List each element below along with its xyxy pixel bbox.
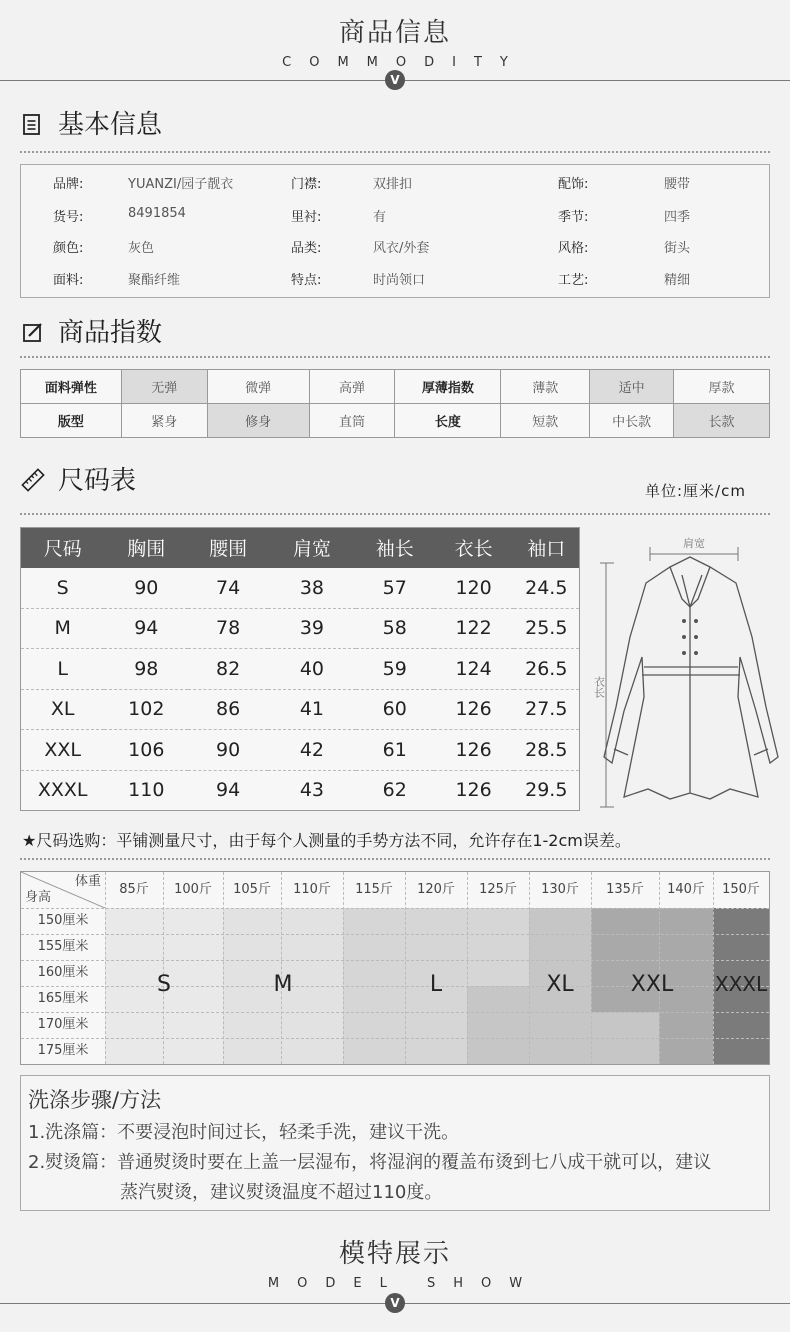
size-cell: 38 xyxy=(268,568,356,609)
dotted-divider xyxy=(20,356,770,358)
grid-line xyxy=(405,872,406,1064)
product-index-title: 商品指数 xyxy=(58,318,163,348)
column-header: 腰围 xyxy=(188,528,268,568)
height-row-label: 160厘米 xyxy=(37,965,89,980)
index-option: 短款 xyxy=(501,404,590,438)
size-cell: 82 xyxy=(188,649,268,690)
size-cell: 59 xyxy=(356,649,434,690)
grid-line xyxy=(343,872,344,1064)
grid-line xyxy=(21,1012,769,1013)
index-label: 版型 xyxy=(21,404,122,438)
basic-info-heading xyxy=(20,104,162,141)
index-label: 面料弹性 xyxy=(21,370,122,404)
washing-line: 2.熨烫篇：普通熨烫时要在上盖一层湿布，将湿润的覆盖布烫到七八成干就可以，建议 xyxy=(28,1152,712,1173)
size-cell: 94 xyxy=(104,608,188,649)
size-chart-title: 尺码表 xyxy=(58,466,137,496)
coat-measurement-diagram xyxy=(590,527,790,812)
index-option-selected: 长款 xyxy=(674,404,770,438)
grid-line xyxy=(223,872,224,1064)
info-value: 腰带 xyxy=(664,177,691,192)
table-row xyxy=(21,730,580,771)
size-zone-label: XXXL xyxy=(714,972,768,996)
size-cell: 28.5 xyxy=(514,730,580,771)
table-row xyxy=(21,370,770,404)
grid-line xyxy=(467,872,468,1064)
info-value: 聚酯纤维 xyxy=(128,273,181,288)
height-row-label: 175厘米 xyxy=(37,1043,89,1058)
document-icon xyxy=(20,110,46,136)
size-cell: L xyxy=(21,649,105,690)
index-option: 中长款 xyxy=(590,404,674,438)
info-key: 风格: xyxy=(558,241,589,256)
size-cell: 126 xyxy=(434,730,514,771)
weight-header: 140斤 xyxy=(667,882,705,897)
product-index-heading xyxy=(20,312,162,349)
grid-line xyxy=(591,872,592,1064)
grid-line xyxy=(21,960,769,961)
size-zone-label: L xyxy=(429,972,443,997)
size-cell: 25.5 xyxy=(514,608,580,649)
height-label: 身高 xyxy=(25,890,52,905)
size-cell: S xyxy=(21,568,105,609)
size-cell: 110 xyxy=(104,770,188,811)
info-key: 面料: xyxy=(53,273,84,288)
washing-title: 洗涤步骤/方法 xyxy=(28,1088,162,1112)
size-cell: XXL xyxy=(21,730,105,771)
section-subtitle: COMMODITY xyxy=(282,55,526,70)
weight-header: 100斤 xyxy=(174,882,212,897)
size-zone-label: XXL xyxy=(630,972,674,997)
index-label: 长度 xyxy=(395,404,501,438)
info-key: 里衬: xyxy=(291,210,322,225)
column-header: 袖长 xyxy=(356,528,434,568)
size-cell: 58 xyxy=(356,608,434,649)
size-cell: 90 xyxy=(188,730,268,771)
size-cell: 43 xyxy=(268,770,356,811)
size-cell: 98 xyxy=(104,649,188,690)
size-cell: 102 xyxy=(104,689,188,730)
grid-line xyxy=(281,872,282,1064)
size-cell: 74 xyxy=(188,568,268,609)
grid-line xyxy=(659,872,660,1064)
shoulder-label: 肩宽 xyxy=(683,537,705,550)
size-cell: 26.5 xyxy=(514,649,580,690)
size-cell: 57 xyxy=(356,568,434,609)
column-header: 尺码 xyxy=(21,528,105,568)
info-row xyxy=(21,229,771,261)
basic-info-title: 基本信息 xyxy=(58,110,163,140)
size-cell: 39 xyxy=(268,608,356,649)
size-cell: 90 xyxy=(104,568,188,609)
size-cell: 86 xyxy=(188,689,268,730)
grid-line xyxy=(21,908,769,909)
washing-line: 1.洗涤篇：不要浸泡时间过长，轻柔手洗，建议干洗。 xyxy=(28,1122,460,1143)
weight-header: 110斤 xyxy=(293,882,331,897)
index-option-selected: 无弹 xyxy=(121,370,207,404)
section-title: 商品信息 xyxy=(338,18,451,48)
size-cell: M xyxy=(21,608,105,649)
size-note: ★尺码选购：平铺测量尺寸，由于每个人测量的手势方法不同，允许存在1-2cm误差。 xyxy=(22,831,631,850)
grid-line xyxy=(713,872,714,1064)
info-value: 风衣/外套 xyxy=(373,241,430,256)
size-zone-xl-ext xyxy=(467,986,529,1064)
size-table xyxy=(20,527,580,811)
info-value: 精细 xyxy=(664,273,691,288)
index-option: 厚款 xyxy=(674,370,770,404)
table-row xyxy=(21,404,770,438)
info-value: 四季 xyxy=(664,210,691,225)
index-option: 微弹 xyxy=(207,370,309,404)
index-option-selected: 修身 xyxy=(207,404,309,438)
product-index-table xyxy=(20,369,770,438)
height-weight-chart xyxy=(20,871,770,1065)
height-row-label: 150厘米 xyxy=(37,913,89,928)
index-option: 紧身 xyxy=(121,404,207,438)
weight-header: 120斤 xyxy=(417,882,455,897)
info-value: YUANZI/园子靓衣 xyxy=(128,177,234,192)
edit-icon xyxy=(20,318,46,344)
grid-line xyxy=(529,872,530,1064)
weight-header: 115斤 xyxy=(355,882,393,897)
info-row xyxy=(21,165,771,197)
grid-line xyxy=(163,872,164,1064)
table-row xyxy=(21,689,580,730)
weight-header: 150斤 xyxy=(722,882,760,897)
size-cell: 122 xyxy=(434,608,514,649)
info-key: 品类: xyxy=(291,241,322,256)
size-zone-label: M xyxy=(273,972,293,997)
info-key: 工艺: xyxy=(558,273,589,288)
grid-line xyxy=(21,934,769,935)
ruler-icon xyxy=(20,466,46,492)
info-value: 8491854 xyxy=(128,206,186,221)
info-value: 时尚领口 xyxy=(373,273,426,288)
info-value: 灰色 xyxy=(128,241,155,256)
index-option: 直筒 xyxy=(309,404,395,438)
info-key: 品牌: xyxy=(53,177,84,192)
weight-header: 105斤 xyxy=(233,882,271,897)
size-chart-heading xyxy=(20,460,136,497)
info-key: 颜色: xyxy=(53,241,84,256)
index-option: 薄款 xyxy=(501,370,590,404)
index-label: 厚薄指数 xyxy=(395,370,501,404)
info-key: 特点: xyxy=(291,273,322,288)
weight-header: 125斤 xyxy=(479,882,517,897)
index-option-selected: 适中 xyxy=(590,370,674,404)
dotted-divider xyxy=(20,858,770,860)
table-row xyxy=(21,649,580,690)
height-row-label: 170厘米 xyxy=(37,1017,89,1032)
index-option: 高弹 xyxy=(309,370,395,404)
size-cell: 61 xyxy=(356,730,434,771)
v-badge: V xyxy=(385,1293,405,1313)
grid-line xyxy=(21,1038,769,1039)
info-value: 有 xyxy=(373,210,387,225)
size-zone-label: XL xyxy=(546,972,574,997)
size-cell: 124 xyxy=(434,649,514,690)
height-row-label: 165厘米 xyxy=(37,991,89,1006)
weight-header: 130斤 xyxy=(541,882,579,897)
section-title: 模特展示 xyxy=(338,1239,451,1269)
table-header-row xyxy=(21,528,580,568)
size-cell: 106 xyxy=(104,730,188,771)
size-cell: 41 xyxy=(268,689,356,730)
section-header-commodity xyxy=(0,12,790,70)
table-row xyxy=(21,608,580,649)
unit-label: 单位:厘米/cm xyxy=(645,482,746,500)
grid-line xyxy=(105,872,106,1064)
section-header-model-show xyxy=(0,1233,790,1291)
table-row xyxy=(21,770,580,811)
column-header: 袖口 xyxy=(514,528,580,568)
info-row xyxy=(21,261,771,293)
size-cell: 62 xyxy=(356,770,434,811)
size-cell: XL xyxy=(21,689,105,730)
info-row xyxy=(21,198,771,230)
washing-instructions xyxy=(20,1075,770,1211)
column-header: 肩宽 xyxy=(268,528,356,568)
column-header: 胸围 xyxy=(104,528,188,568)
info-key: 季节: xyxy=(558,210,589,225)
corner-header xyxy=(21,872,105,908)
size-cell: 94 xyxy=(188,770,268,811)
size-cell: 29.5 xyxy=(514,770,580,811)
v-badge: V xyxy=(385,70,405,90)
info-value: 街头 xyxy=(664,241,691,256)
dotted-divider xyxy=(20,513,770,515)
size-cell: 24.5 xyxy=(514,568,580,609)
info-key: 配饰: xyxy=(558,177,589,192)
column-header: 衣长 xyxy=(434,528,514,568)
size-cell: XXXL xyxy=(21,770,105,811)
size-cell: 78 xyxy=(188,608,268,649)
size-cell: 126 xyxy=(434,689,514,730)
washing-line: 蒸汽熨烫，建议熨烫温度不超过110度。 xyxy=(120,1182,443,1203)
weight-label: 体重 xyxy=(74,874,101,889)
size-cell: 60 xyxy=(356,689,434,730)
section-subtitle: MODEL SHOW xyxy=(267,1276,541,1291)
info-value: 双排扣 xyxy=(373,177,413,192)
length-label: 衣长 xyxy=(592,676,606,698)
size-cell: 126 xyxy=(434,770,514,811)
size-cell: 27.5 xyxy=(514,689,580,730)
size-cell: 42 xyxy=(268,730,356,771)
table-row xyxy=(21,568,580,609)
weight-header: 85斤 xyxy=(119,882,149,897)
size-cell: 40 xyxy=(268,649,356,690)
info-key: 门襟: xyxy=(291,177,322,192)
height-row-label: 155厘米 xyxy=(37,939,89,954)
weight-header: 135斤 xyxy=(606,882,644,897)
info-key: 货号: xyxy=(53,210,84,225)
basic-info-box xyxy=(20,164,770,298)
dotted-divider xyxy=(20,151,770,153)
size-zone-label: S xyxy=(157,972,171,997)
size-cell: 120 xyxy=(434,568,514,609)
